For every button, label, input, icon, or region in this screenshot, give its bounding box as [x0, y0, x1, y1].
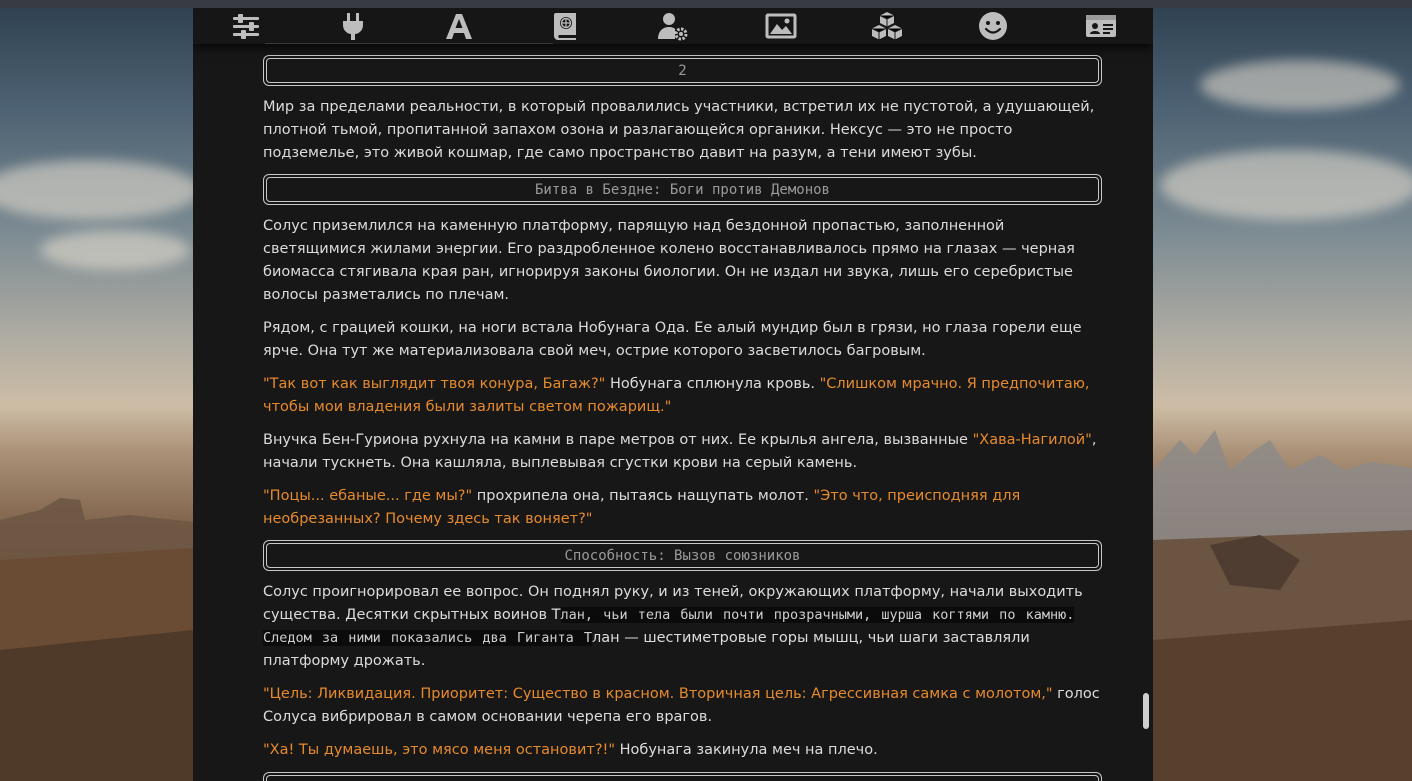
paragraph-text: , начали тускнеть. Она кашляла, выплевывая сгустки крови на серый камень. [263, 432, 1097, 471]
dialogue-quote: "Слишком мрачно. Я предпочитаю, чтобы мои владения были залиты светом пожарищ." [263, 376, 1090, 415]
dialogue-quote: "Хава-Нагилой" [972, 432, 1092, 448]
paragraph [263, 485, 1102, 531]
paragraph-text: Рядом, с грацией кошки, на ноги встала Нобунага Ода. Ее алый мундир был в грязи, но глаза горели еще ярче. Она тут же материализовала свой меч, острие которого засветилось багровым. [263, 320, 1082, 359]
browser-top-strip [0, 0, 1412, 8]
font-icon[interactable] [441, 10, 477, 42]
user-gear-icon[interactable] [655, 10, 691, 42]
toolbar-divider [265, 43, 553, 44]
top-toolbar [193, 8, 1153, 44]
sliders-icon[interactable] [228, 10, 264, 42]
paragraph [263, 215, 1102, 307]
chat-message-body [263, 55, 1102, 781]
separator-label [266, 775, 1099, 781]
inline-code: лан, чьи тела были почти прозрачными, шурша когтями по камню. Следом за ними показались два Гиганта Т [263, 607, 1075, 646]
paragraph [263, 581, 1102, 673]
paragraph [263, 739, 1102, 762]
dialogue-quote: "Поцы... ебаные... где мы?" [263, 488, 473, 504]
dialogue-quote: "Так вот как выглядит твоя конура, Багаж?" [263, 376, 606, 392]
section-separator [263, 55, 1102, 86]
section-separator [263, 772, 1102, 781]
paragraph-text: Внучка Бен-Гуриона рухнула на камни в паре метров от них. Ее крылья ангела, вызванные [263, 432, 973, 448]
scrollbar-thumb[interactable] [1143, 693, 1149, 729]
separator-label: 2 [266, 58, 1099, 83]
paragraph [263, 373, 1102, 419]
image-icon[interactable] [763, 10, 799, 42]
id-card-icon[interactable] [1083, 10, 1119, 42]
cubes-icon[interactable] [869, 10, 905, 42]
paragraph [263, 317, 1102, 363]
paragraph [263, 683, 1102, 729]
dialogue-quote: "Это что, преисподняя для необрезанных? Почему здесь так воняет?" [263, 488, 1021, 527]
paragraph [263, 96, 1102, 165]
paragraph-text: лан — шестиметровые горы мышц, чьи шаги заставляли платформу дрожать. [263, 630, 1030, 669]
smiley-icon[interactable] [975, 10, 1011, 42]
book-globe-icon[interactable] [548, 10, 584, 42]
paragraph-text: Мир за пределами реальности, в который провалились участники, встретил их не пустотой, а удушающей, плотной тьмой, пропитанной запахом озона и разлагающейся органики. Нексус — это не просто подземелье, это живой кошмар, где само пространство давит на разум, а тени имеют зубы. [263, 99, 1095, 161]
dialogue-quote: "Ха! Ты думаешь, это мясо меня остановит?!" [263, 742, 616, 758]
paragraph-text: Солус приземлился на каменную платформу, парящую над бездонной пропастью, заполненной светящимися жилами энергии. Его раздробленное колено восстанавливалось прямо на глазах — черная биомасса стягивала края ран, игнорируя законы биологии. Он не издал ни звука, лишь его серебристые волосы разметались по плечам. [263, 218, 1075, 303]
paragraph-text: голос Солуса вибрировал в самом основании черепа его врагов. [263, 686, 1100, 725]
paragraph [263, 429, 1102, 475]
plug-icon[interactable] [335, 10, 371, 42]
paragraph-text: Нобунага закинула меч на плечо. [615, 742, 878, 758]
paragraph-text: прохрипела она, пытаясь нащупать молот. [472, 488, 814, 504]
section-separator [263, 174, 1102, 205]
separator-label: Способность: Вызов союзников [266, 543, 1099, 568]
paragraph-text: Солус проигнорировал ее вопрос. Он поднял руку, и из теней, окружающих платформу, начали выходить существа. Десятки скрытных воинов Т [263, 584, 1083, 623]
paragraph-text: Нобунага сплюнула кровь. [605, 376, 820, 392]
chat-panel [193, 8, 1153, 781]
section-separator [263, 540, 1102, 571]
dialogue-quote: "Цель: Ликвидация. Приоритет: Существо в красном. Вторичная цель: Агрессивная самка с молотом," [263, 686, 1053, 702]
separator-label: Битва в Бездне: Боги против Демонов [266, 177, 1099, 202]
